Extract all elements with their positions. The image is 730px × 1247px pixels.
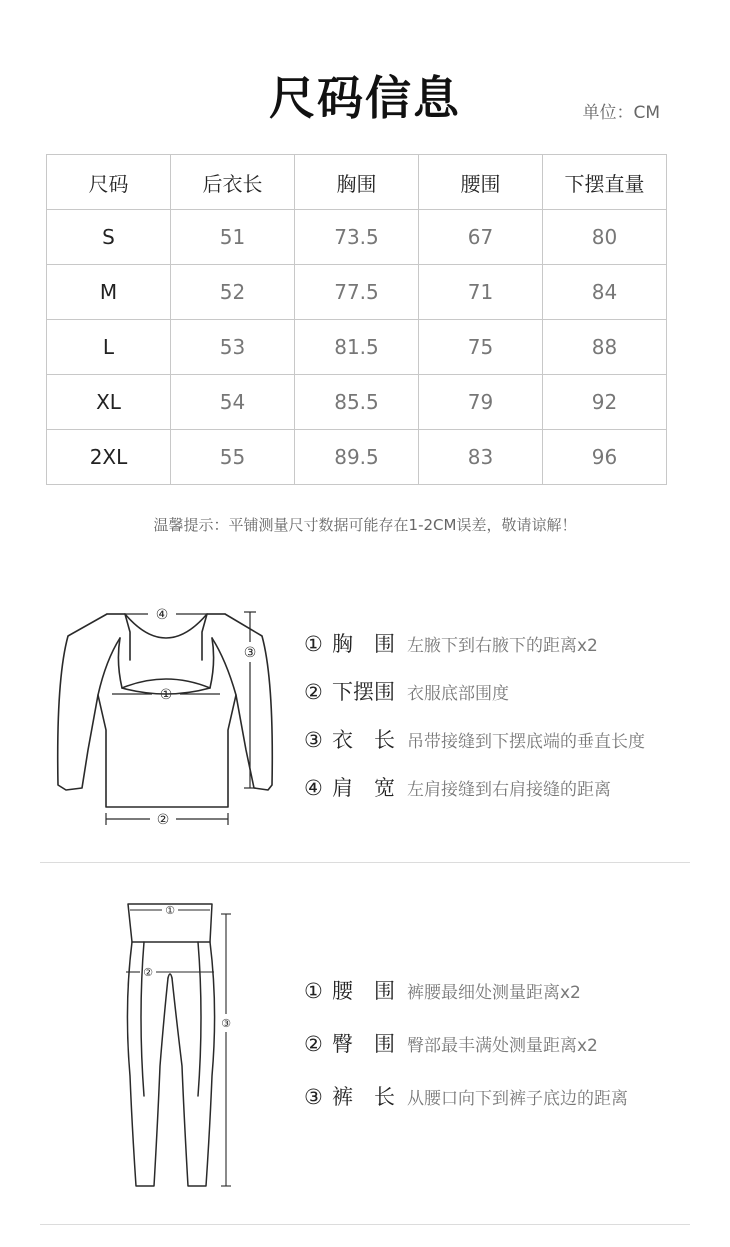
legend-name: 肩 宽 — [332, 776, 395, 800]
table-cell: 73.5 — [295, 210, 419, 265]
legend-num: ③ — [304, 728, 323, 752]
table-cell: 51 — [171, 210, 295, 265]
unit-label: 单位：CM — [582, 103, 660, 123]
table-cell: 84 — [543, 265, 667, 320]
legend-name: 衣 长 — [332, 728, 395, 752]
legend-desc: 衣服底部围度 — [407, 684, 509, 704]
table-cell: S — [47, 210, 171, 265]
legend-name: 臀 围 — [332, 1032, 395, 1056]
legend-num: ④ — [304, 776, 323, 800]
table-cell: 79 — [419, 375, 543, 430]
table-cell: 81.5 — [295, 320, 419, 375]
table-row — [47, 320, 667, 375]
header-chest: 胸围 — [295, 155, 419, 210]
legend-name: 下摆围 — [332, 680, 395, 704]
size-table — [46, 154, 667, 485]
leggings-diagram — [110, 896, 245, 1196]
legend-item — [304, 676, 509, 706]
table-cell: 52 — [171, 265, 295, 320]
legend-name: 腰 围 — [332, 979, 395, 1003]
table-cell: 77.5 — [295, 265, 419, 320]
legend-name: 裤 长 — [332, 1085, 395, 1109]
legend-item — [304, 772, 611, 802]
legend-item — [304, 628, 598, 658]
table-cell: 75 — [419, 320, 543, 375]
legend-num: ① — [304, 979, 323, 1003]
table-row — [47, 265, 667, 320]
table-cell: 53 — [171, 320, 295, 375]
header-size: 尺码 — [47, 155, 171, 210]
legend-item — [304, 724, 645, 754]
legend-desc: 左腋下到右腋下的距离x2 — [407, 636, 598, 656]
table-cell: 96 — [543, 430, 667, 485]
table-cell: 55 — [171, 430, 295, 485]
marker-length: ③ — [243, 645, 257, 661]
marker-shoulder: ④ — [155, 607, 169, 623]
header-back-length: 后衣长 — [171, 155, 295, 210]
table-cell: 67 — [419, 210, 543, 265]
table-header-row — [47, 155, 667, 210]
legend-desc: 从腰口向下到裤子底边的距离 — [407, 1089, 628, 1109]
table-cell: 2XL — [47, 430, 171, 485]
legend-num: ① — [304, 632, 323, 656]
table-cell: XL — [47, 375, 171, 430]
legend-desc: 吊带接缝到下摆底端的垂直长度 — [407, 732, 645, 752]
table-cell: 92 — [543, 375, 667, 430]
legend-item — [304, 1081, 628, 1111]
marker-hip: ② — [143, 966, 153, 979]
legend-desc: 臀部最丰满处测量距离x2 — [407, 1036, 598, 1056]
table-cell: 89.5 — [295, 430, 419, 485]
table-row — [47, 210, 667, 265]
top-garment-diagram — [50, 600, 280, 832]
marker-chest: ① — [159, 687, 173, 703]
table-cell: M — [47, 265, 171, 320]
marker-hem: ② — [156, 812, 170, 828]
header-waist: 腰围 — [419, 155, 543, 210]
legend-name: 胸 围 — [332, 632, 395, 656]
section-divider — [40, 1224, 690, 1225]
table-cell: 80 — [543, 210, 667, 265]
table-cell: 71 — [419, 265, 543, 320]
marker-pants-length: ③ — [221, 1017, 231, 1030]
table-cell: 85.5 — [295, 375, 419, 430]
measurement-tip: 温馨提示：平铺测量尺寸数据可能存在1-2CM误差，敬请谅解！ — [153, 516, 577, 534]
table-row — [47, 375, 667, 430]
legend-num: ② — [304, 1032, 323, 1056]
table-cell: L — [47, 320, 171, 375]
page-title: 尺码信息 — [269, 71, 461, 125]
marker-waist: ① — [165, 904, 175, 917]
header-hem: 下摆直量 — [543, 155, 667, 210]
legend-item — [304, 975, 581, 1005]
legend-desc: 裤腰最细处测量距离x2 — [407, 983, 581, 1003]
table-cell: 83 — [419, 430, 543, 485]
legend-num: ③ — [304, 1085, 323, 1109]
legend-desc: 左肩接缝到右肩接缝的距离 — [407, 780, 611, 800]
table-cell: 88 — [543, 320, 667, 375]
legend-item — [304, 1028, 598, 1058]
table-row — [47, 430, 667, 485]
table-cell: 54 — [171, 375, 295, 430]
section-divider — [40, 862, 690, 863]
legend-num: ② — [304, 680, 323, 704]
